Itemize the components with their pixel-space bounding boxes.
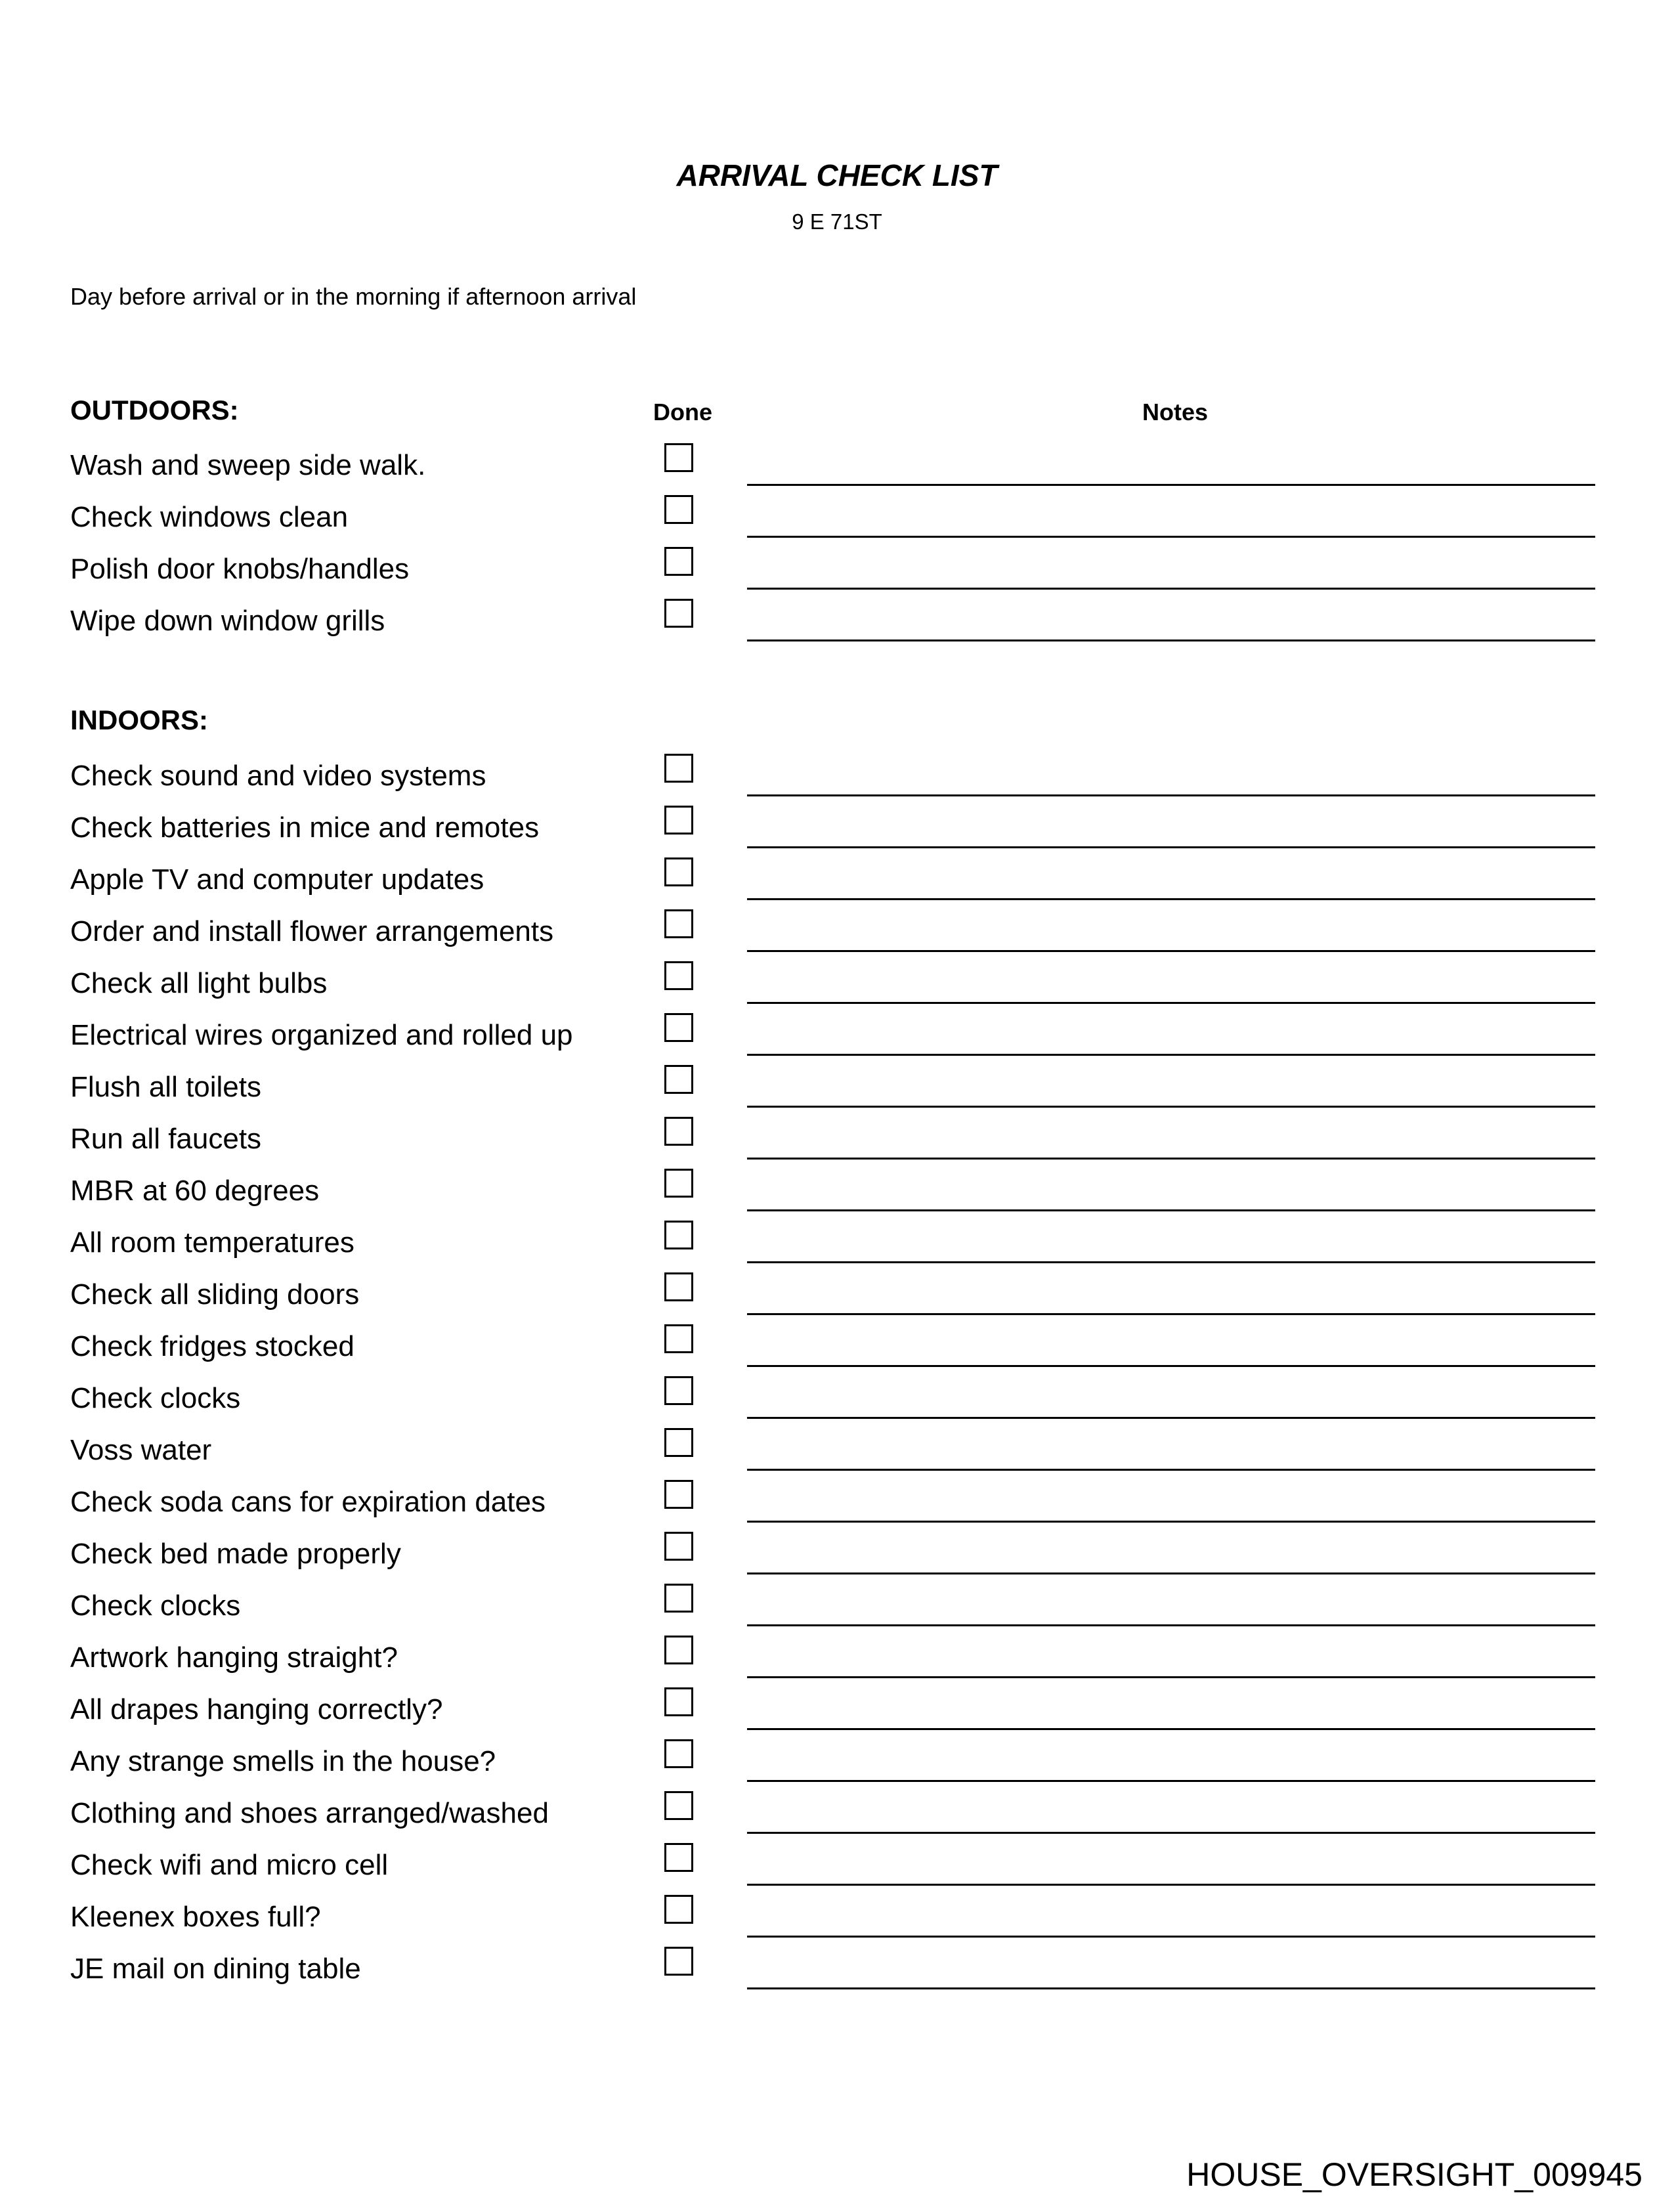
item-label: MBR at 60 degrees: [70, 1175, 320, 1207]
item-label: Check all light bulbs: [70, 967, 328, 999]
checklist-row: [0, 1739, 1674, 1791]
checklist-row: [0, 1169, 1674, 1221]
done-checkbox[interactable]: [664, 1791, 693, 1820]
notes-line[interactable]: [747, 1054, 1595, 1056]
notes-line[interactable]: [747, 1313, 1595, 1315]
checklist-row: [0, 1532, 1674, 1584]
checklist-row: [0, 1843, 1674, 1895]
done-checkbox[interactable]: [664, 909, 693, 938]
item-label: Check wifi and micro cell: [70, 1849, 389, 1881]
notes-line[interactable]: [747, 1365, 1595, 1367]
item-label: Polish door knobs/handles: [70, 553, 410, 585]
checklist-row: [0, 599, 1674, 651]
notes-line[interactable]: [747, 1780, 1595, 1782]
item-label: Check bed made properly: [70, 1538, 401, 1570]
notes-line[interactable]: [747, 1158, 1595, 1160]
notes-line[interactable]: [747, 1624, 1595, 1626]
done-checkbox[interactable]: [664, 1428, 693, 1457]
checklist-row: [0, 1947, 1674, 1999]
checklist-row: [0, 754, 1674, 806]
notes-line[interactable]: [747, 1106, 1595, 1108]
notes-line[interactable]: [747, 1469, 1595, 1471]
done-checkbox[interactable]: [664, 806, 693, 835]
item-label: Voss water: [70, 1434, 212, 1466]
bates-number: HOUSE_OVERSIGHT_009945: [1186, 2156, 1642, 2193]
checklist-row: [0, 1584, 1674, 1636]
item-label: All room temperatures: [70, 1226, 354, 1259]
item-label: Check batteries in mice and remotes: [70, 812, 540, 844]
checklist-row: [0, 857, 1674, 909]
notes-line[interactable]: [747, 1936, 1595, 1938]
done-checkbox[interactable]: [664, 1169, 693, 1198]
done-checkbox[interactable]: [664, 1013, 693, 1042]
item-label: JE mail on dining table: [70, 1953, 361, 1985]
done-checkbox[interactable]: [664, 1324, 693, 1353]
notes-line[interactable]: [747, 588, 1595, 590]
done-checkbox[interactable]: [664, 1687, 693, 1716]
checklist-row: [0, 1376, 1674, 1428]
notes-line[interactable]: [747, 1676, 1595, 1678]
item-label: Any strange smells in the house?: [70, 1745, 496, 1777]
item-label: Run all faucets: [70, 1123, 262, 1155]
checklist-row: [0, 1117, 1674, 1169]
done-checkbox[interactable]: [664, 599, 693, 628]
notes-line[interactable]: [747, 536, 1595, 538]
notes-line[interactable]: [747, 1209, 1595, 1211]
indoors-heading: INDOORS:: [70, 705, 208, 735]
item-label: Check windows clean: [70, 501, 349, 533]
checklist-row: [0, 1687, 1674, 1739]
notes-line[interactable]: [747, 1002, 1595, 1004]
done-checkbox[interactable]: [664, 1584, 693, 1613]
done-checkbox[interactable]: [664, 1272, 693, 1301]
done-checkbox[interactable]: [664, 1117, 693, 1146]
item-label: Check clocks: [70, 1382, 241, 1414]
checklist-row: [0, 1065, 1674, 1117]
notes-line[interactable]: [747, 1417, 1595, 1419]
done-checkbox[interactable]: [664, 1895, 693, 1924]
intro-text: Day before arrival or in the morning if afternoon arrival: [70, 283, 637, 310]
checklist-row: [0, 1895, 1674, 1947]
item-label: All drapes hanging correctly?: [70, 1693, 443, 1725]
item-label: Flush all toilets: [70, 1071, 262, 1103]
done-checkbox[interactable]: [664, 1065, 693, 1094]
checklist-row: [0, 909, 1674, 961]
done-checkbox[interactable]: [664, 1739, 693, 1768]
done-checkbox[interactable]: [664, 961, 693, 990]
notes-line[interactable]: [747, 1987, 1595, 1989]
checklist-row: [0, 547, 1674, 599]
done-checkbox[interactable]: [664, 1480, 693, 1509]
checklist-row: [0, 1272, 1674, 1324]
done-checkbox[interactable]: [664, 1947, 693, 1976]
item-label: Artwork hanging straight?: [70, 1641, 398, 1674]
item-label: Electrical wires organized and rolled up: [70, 1019, 573, 1051]
item-label: Check sound and video systems: [70, 760, 486, 792]
item-label: Apple TV and computer updates: [70, 863, 484, 896]
notes-line[interactable]: [747, 950, 1595, 952]
checklist-row: [0, 1221, 1674, 1272]
done-checkbox[interactable]: [664, 443, 693, 472]
checklist-row: [0, 1636, 1674, 1687]
item-label: Clothing and shoes arranged/washed: [70, 1797, 549, 1829]
notes-line[interactable]: [747, 640, 1595, 641]
notes-line[interactable]: [747, 1521, 1595, 1523]
checklist-row: [0, 961, 1674, 1013]
notes-line[interactable]: [747, 1884, 1595, 1886]
notes-line[interactable]: [747, 484, 1595, 486]
notes-column-header: Notes: [1142, 399, 1209, 425]
done-checkbox[interactable]: [664, 754, 693, 783]
notes-line[interactable]: [747, 846, 1595, 848]
item-label: Check soda cans for expiration dates: [70, 1486, 546, 1518]
page-title: ARRIVAL CHECK LIST: [676, 158, 998, 192]
item-label: Wash and sweep side walk.: [70, 449, 426, 481]
notes-line[interactable]: [747, 1572, 1595, 1574]
item-label: Order and install flower arrangements: [70, 915, 554, 947]
done-checkbox[interactable]: [664, 857, 693, 886]
done-checkbox[interactable]: [664, 1221, 693, 1249]
done-checkbox[interactable]: [664, 547, 693, 576]
notes-line[interactable]: [747, 1261, 1595, 1263]
checklist-row: [0, 1428, 1674, 1480]
done-checkbox[interactable]: [664, 495, 693, 524]
item-label: Check fridges stocked: [70, 1330, 354, 1362]
notes-line[interactable]: [747, 1832, 1595, 1834]
notes-line[interactable]: [747, 898, 1595, 900]
checklist-row: [0, 1480, 1674, 1532]
checklist-row: [0, 1324, 1674, 1376]
checklist-row: [0, 495, 1674, 547]
checklist-row: [0, 1013, 1674, 1065]
item-label: Kleenex boxes full?: [70, 1901, 321, 1933]
checklist-row: [0, 1791, 1674, 1843]
done-checkbox[interactable]: [664, 1532, 693, 1561]
done-checkbox[interactable]: [664, 1843, 693, 1872]
item-label: Check all sliding doors: [70, 1278, 360, 1311]
done-checkbox[interactable]: [664, 1376, 693, 1405]
item-label: Wipe down window grills: [70, 605, 385, 637]
item-label: Check clocks: [70, 1590, 241, 1622]
address: 9 E 71ST: [792, 209, 882, 234]
done-column-header: Done: [653, 399, 712, 425]
checklist-row: [0, 443, 1674, 495]
outdoors-heading: OUTDOORS:: [70, 395, 239, 425]
notes-line[interactable]: [747, 794, 1595, 796]
done-checkbox[interactable]: [664, 1636, 693, 1664]
checklist-row: [0, 806, 1674, 857]
notes-line[interactable]: [747, 1728, 1595, 1730]
